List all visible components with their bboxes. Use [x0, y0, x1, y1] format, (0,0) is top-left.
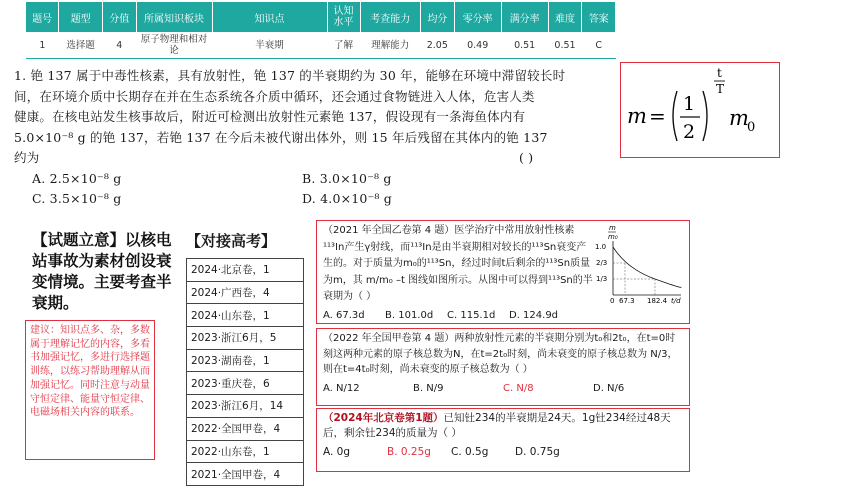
q3-options: [323, 444, 683, 461]
decay-formula-box: [620, 62, 780, 158]
header-cell: 考查能力: [360, 2, 420, 32]
table-row: [187, 281, 304, 304]
header-cell: 知识点: [212, 2, 327, 32]
header-cell: 分值: [103, 2, 137, 32]
related-question-3: [316, 408, 690, 472]
question-text: [14, 66, 576, 209]
table-cell: 选择题: [59, 32, 103, 59]
q2-text: （2022 年全国甲卷第 4 题）两种放射性元素的半衰期分别为t₀和2t₀，在t=0时刻这两种元素的原子核总数为N，在t=2t₀时刻，尚未衰变的原子核总数为 N/3，则在t=4t₀时刻，尚未衰变的原子核总数为（ ）: [323, 333, 678, 375]
table-cell: 了解: [327, 32, 360, 59]
table-cell: 2.05: [420, 32, 454, 59]
table-cell: 原子物理和相对论: [136, 32, 212, 59]
exponent-t: t: [717, 66, 722, 80]
header-cell: 题号: [26, 2, 59, 32]
option-a[interactable]: A. 2.5×10⁻⁸ g: [32, 170, 122, 186]
table-row: [187, 417, 304, 440]
exam-cell: 2023·湖南卷，1: [187, 349, 304, 372]
exam-cell: 2023·浙江6月，5: [187, 327, 304, 350]
graph-xtick: 0: [610, 297, 615, 305]
table-row: [187, 259, 304, 282]
q3-text: 已知钍234的半衰期是24天。1g钍234经过48天后，剩余钍234的质量为（ ）: [323, 412, 671, 439]
exam-cell: 2024·广西卷，4: [187, 281, 304, 304]
q3-body: [323, 411, 683, 441]
table-cell: 0.51: [501, 32, 548, 59]
table-row: [26, 32, 616, 59]
graph-ytick: 2/3: [596, 259, 608, 267]
formula-sub0: 0: [747, 120, 756, 135]
related-question-1: [316, 220, 690, 324]
option-d[interactable]: D. 4.0×10⁻⁸ g: [302, 190, 392, 206]
table-cell: 0.51: [548, 32, 582, 59]
question-line: 约为: [14, 150, 40, 165]
q1-option-a[interactable]: A. 67.3d: [323, 309, 365, 321]
table-row: [187, 327, 304, 350]
q1-option-b[interactable]: B. 101.0d: [385, 309, 434, 321]
formula-m0: m: [729, 106, 749, 130]
table-cell: C: [582, 32, 616, 59]
question-info-table: [26, 2, 616, 59]
study-suggestion: 建议：知识点多、杂，多数属于理解记忆的内容，多看书加强记忆，多进行选择题训练，以练习帮助理解从而加强记忆。同时注意与动量守恒定律、能量守恒定律、电磁场相关内容的联系。: [25, 320, 155, 460]
formula-eq: =: [649, 104, 666, 128]
question-line: 健康。在核电站发生核事故后，附近可检测出放射性元素铯 137，假设现有一条海鱼体内有: [14, 109, 526, 124]
header-cell: 满分率: [501, 2, 548, 32]
table-row: [187, 395, 304, 418]
header-cell: 题型: [59, 2, 103, 32]
exam-cell: 2021·全国甲卷，4: [187, 463, 304, 486]
header-cell: 难度: [548, 2, 582, 32]
table-cell: 0.49: [454, 32, 501, 59]
q2-option-a[interactable]: A. N/12: [323, 382, 360, 394]
decay-formula: [621, 63, 778, 156]
graph-xtick: 67.3: [619, 297, 635, 305]
exam-cell: 2024·山东卷，1: [187, 304, 304, 327]
table-row: [187, 463, 304, 486]
q2-option-d[interactable]: D. N/6: [593, 382, 625, 394]
table-cell: 1: [26, 32, 59, 59]
q1-option-d[interactable]: D. 124.9d: [509, 309, 559, 321]
exam-link-title: 【对接高考】: [186, 232, 277, 250]
table-row: [187, 372, 304, 395]
question-line: 5.0×10⁻⁸ g 的铯 137，若铯 137 在今后未被代谢出体外，则 15 年后残留在其体内的铯 137: [14, 129, 548, 145]
q1-text: （2021 年全国乙卷第 4 题）医学治疗中常用放射性核素¹¹³In产生γ射线，而¹¹³In是由半衰期相对较长的¹¹³Sn衰变产生的。对于质量为m₀的¹¹³Sn，经过时间t后剩余的¹¹³Sn质量为m，其 m/m₀ –t 图线如图所示。从图中可以得到¹¹³Sn的半衰期为（ ）: [323, 225, 593, 302]
q2-options: [323, 380, 683, 397]
q3-title: （2024年北京卷第1题）: [323, 412, 444, 424]
exam-cell: 2022·山东卷，1: [187, 440, 304, 463]
answer-paren: ( ): [519, 150, 534, 165]
graph-ylabel-bot: m₀: [608, 233, 618, 241]
question-line: 间，在环境介质中长期存在并在生态系统各介质中循环，还会通过食物链进入人体，危害人类: [14, 88, 535, 104]
q3-option-a[interactable]: A. 0g: [323, 446, 351, 458]
exam-cell: 2022·全国甲卷，4: [187, 417, 304, 440]
option-c[interactable]: C. 3.5×10⁻⁸ g: [32, 190, 122, 206]
header-cell: 答案: [582, 2, 616, 32]
formula-m: m: [627, 104, 647, 128]
graph-xlabel: t/d: [671, 297, 681, 305]
left-paren: [673, 91, 677, 141]
q2-option-c[interactable]: C. N/8: [503, 382, 534, 394]
exam-cell: 2024·北京卷，1: [187, 259, 304, 282]
question-line: 1. 铯 137 属于中毒性核素，具有放射性，铯 137 的半衰期约为 30 年，能够在环境中滞留较长时: [14, 68, 566, 83]
exam-cell: 2023·浙江6月，14: [187, 395, 304, 418]
header-cell: 所属知识板块: [136, 2, 212, 32]
exam-list-table: [186, 258, 304, 486]
table-cell: 4: [103, 32, 137, 59]
table-row: [187, 440, 304, 463]
graph-xtick: 182.4: [647, 297, 668, 305]
q1-option-c[interactable]: C. 115.1d: [447, 309, 496, 321]
question-last-line: [14, 148, 576, 169]
table-cell: 半衰期: [212, 32, 327, 59]
right-paren: [703, 91, 707, 141]
graph-ytick: 1/3: [596, 275, 608, 283]
formula-one: 1: [683, 93, 696, 115]
exponent-T: T: [716, 82, 725, 96]
table-row: [187, 304, 304, 327]
q3-option-c[interactable]: C. 0.5g: [451, 446, 489, 458]
exam-cell: 2023·重庆卷，6: [187, 372, 304, 395]
table-row: [187, 349, 304, 372]
options-row-1: [14, 169, 576, 189]
options-row-2: [14, 189, 576, 209]
graph-curve: [613, 247, 681, 287]
q3-option-d[interactable]: D. 0.75g: [515, 446, 560, 458]
graph-ytick: 1.0: [595, 243, 607, 251]
option-b[interactable]: B. 3.0×10⁻⁸ g: [302, 170, 392, 186]
header-cell: 均分: [420, 2, 454, 32]
question-purpose: 【试题立意】以核电站事故为素材创设衰变情境。主要考查半衰期。: [32, 231, 172, 312]
graph-ylabel-top: m: [609, 224, 616, 232]
header-cell: 认知水平: [327, 2, 360, 32]
decay-graph: [593, 223, 687, 307]
table-cell: 理解能力: [360, 32, 420, 59]
formula-two: 2: [683, 121, 696, 143]
q1-options: [323, 307, 683, 324]
q2-option-b[interactable]: B. N/9: [413, 382, 444, 394]
header-cell: 零分率: [454, 2, 501, 32]
q3-option-b[interactable]: B. 0.25g: [387, 446, 431, 458]
table-header-row: [26, 2, 616, 32]
related-question-2: [316, 328, 690, 406]
